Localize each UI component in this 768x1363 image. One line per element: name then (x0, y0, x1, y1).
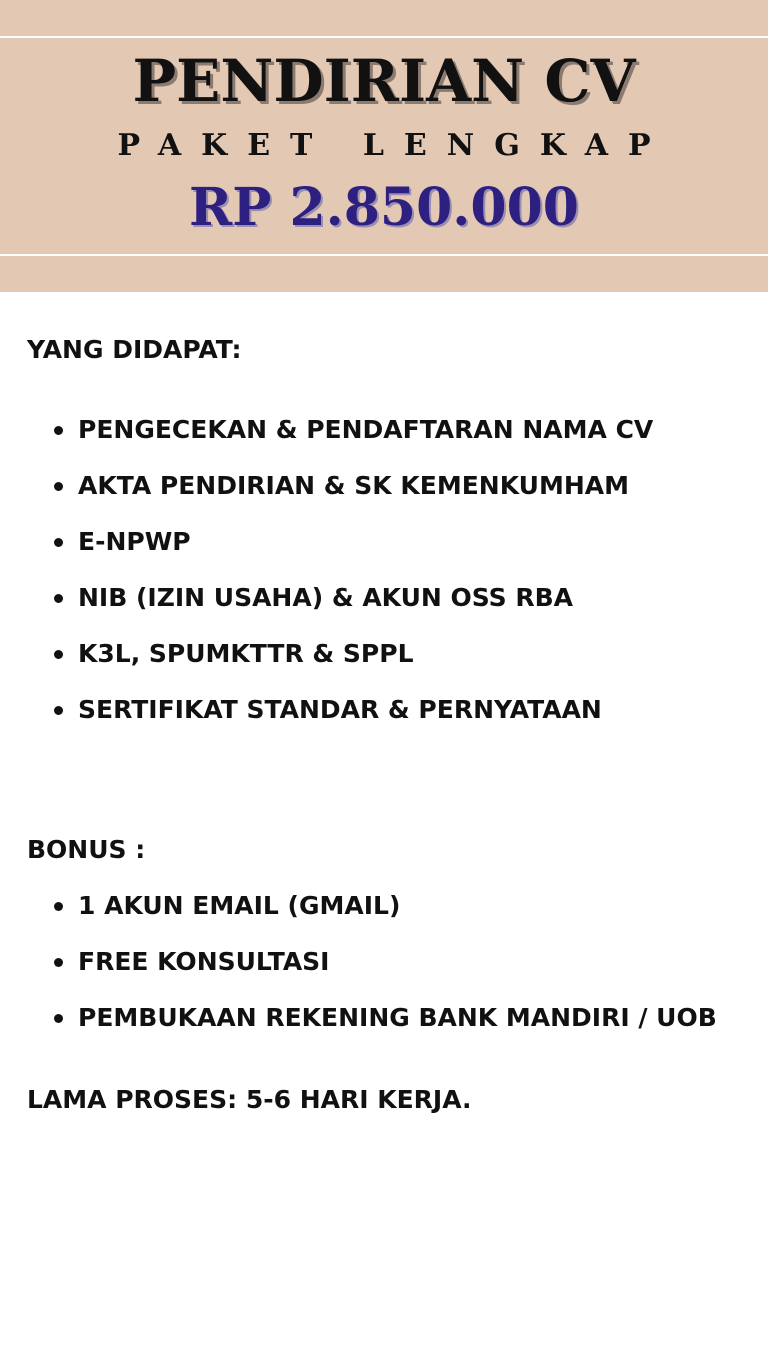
list-item-text: PEMBUKAAN REKENING BANK MANDIRI / UOB (78, 1003, 717, 1032)
list-item (52, 638, 653, 694)
bullet-icon (54, 902, 63, 911)
bonus-list (52, 890, 717, 1058)
list-item-text: NIB (IZIN USAHA) & AKUN OSS RBA (78, 583, 574, 612)
header-top-divider (0, 36, 768, 38)
list-item-text: PENGECEKAN & PENDAFTARAN NAMA CV (78, 415, 654, 444)
header-banner (0, 0, 768, 292)
package-subtitle: PAKET LENGKAP (117, 128, 671, 163)
list-item (52, 470, 653, 526)
benefits-list (52, 414, 653, 750)
list-item-text: FREE KONSULTASI (78, 947, 330, 976)
list-item-text: 1 AKUN EMAIL (GMAIL) (78, 891, 401, 920)
list-item-text: SERTIFIKAT STANDAR & PERNYATAAN (78, 695, 602, 724)
list-item (52, 526, 653, 582)
bullet-icon (54, 958, 63, 967)
package-price: RP 2.850.000 (189, 177, 579, 238)
bonus-label: BONUS : (27, 835, 146, 864)
process-duration: LAMA PROSES: 5-6 HARI KERJA. (27, 1085, 472, 1114)
list-item-text: K3L, SPUMKTTR & SPPL (78, 639, 414, 668)
list-item (52, 582, 653, 638)
bullet-icon (54, 706, 63, 715)
page-title: PENDIRIAN CV (132, 47, 636, 115)
benefits-label: YANG DIDAPAT: (27, 335, 242, 364)
list-item-text: AKTA PENDIRIAN & SK KEMENKUMHAM (78, 471, 629, 500)
bullet-icon (54, 538, 63, 547)
bullet-icon (54, 426, 63, 435)
header-bottom-divider (0, 254, 768, 256)
bullet-icon (54, 650, 63, 659)
bullet-icon (54, 594, 63, 603)
list-item (52, 946, 717, 1002)
bullet-icon (54, 1014, 63, 1023)
list-item (52, 890, 717, 946)
list-item-text: E-NPWP (78, 527, 191, 556)
list-item (52, 1002, 717, 1058)
list-item (52, 694, 653, 750)
bullet-icon (54, 482, 63, 491)
list-item (52, 414, 653, 470)
